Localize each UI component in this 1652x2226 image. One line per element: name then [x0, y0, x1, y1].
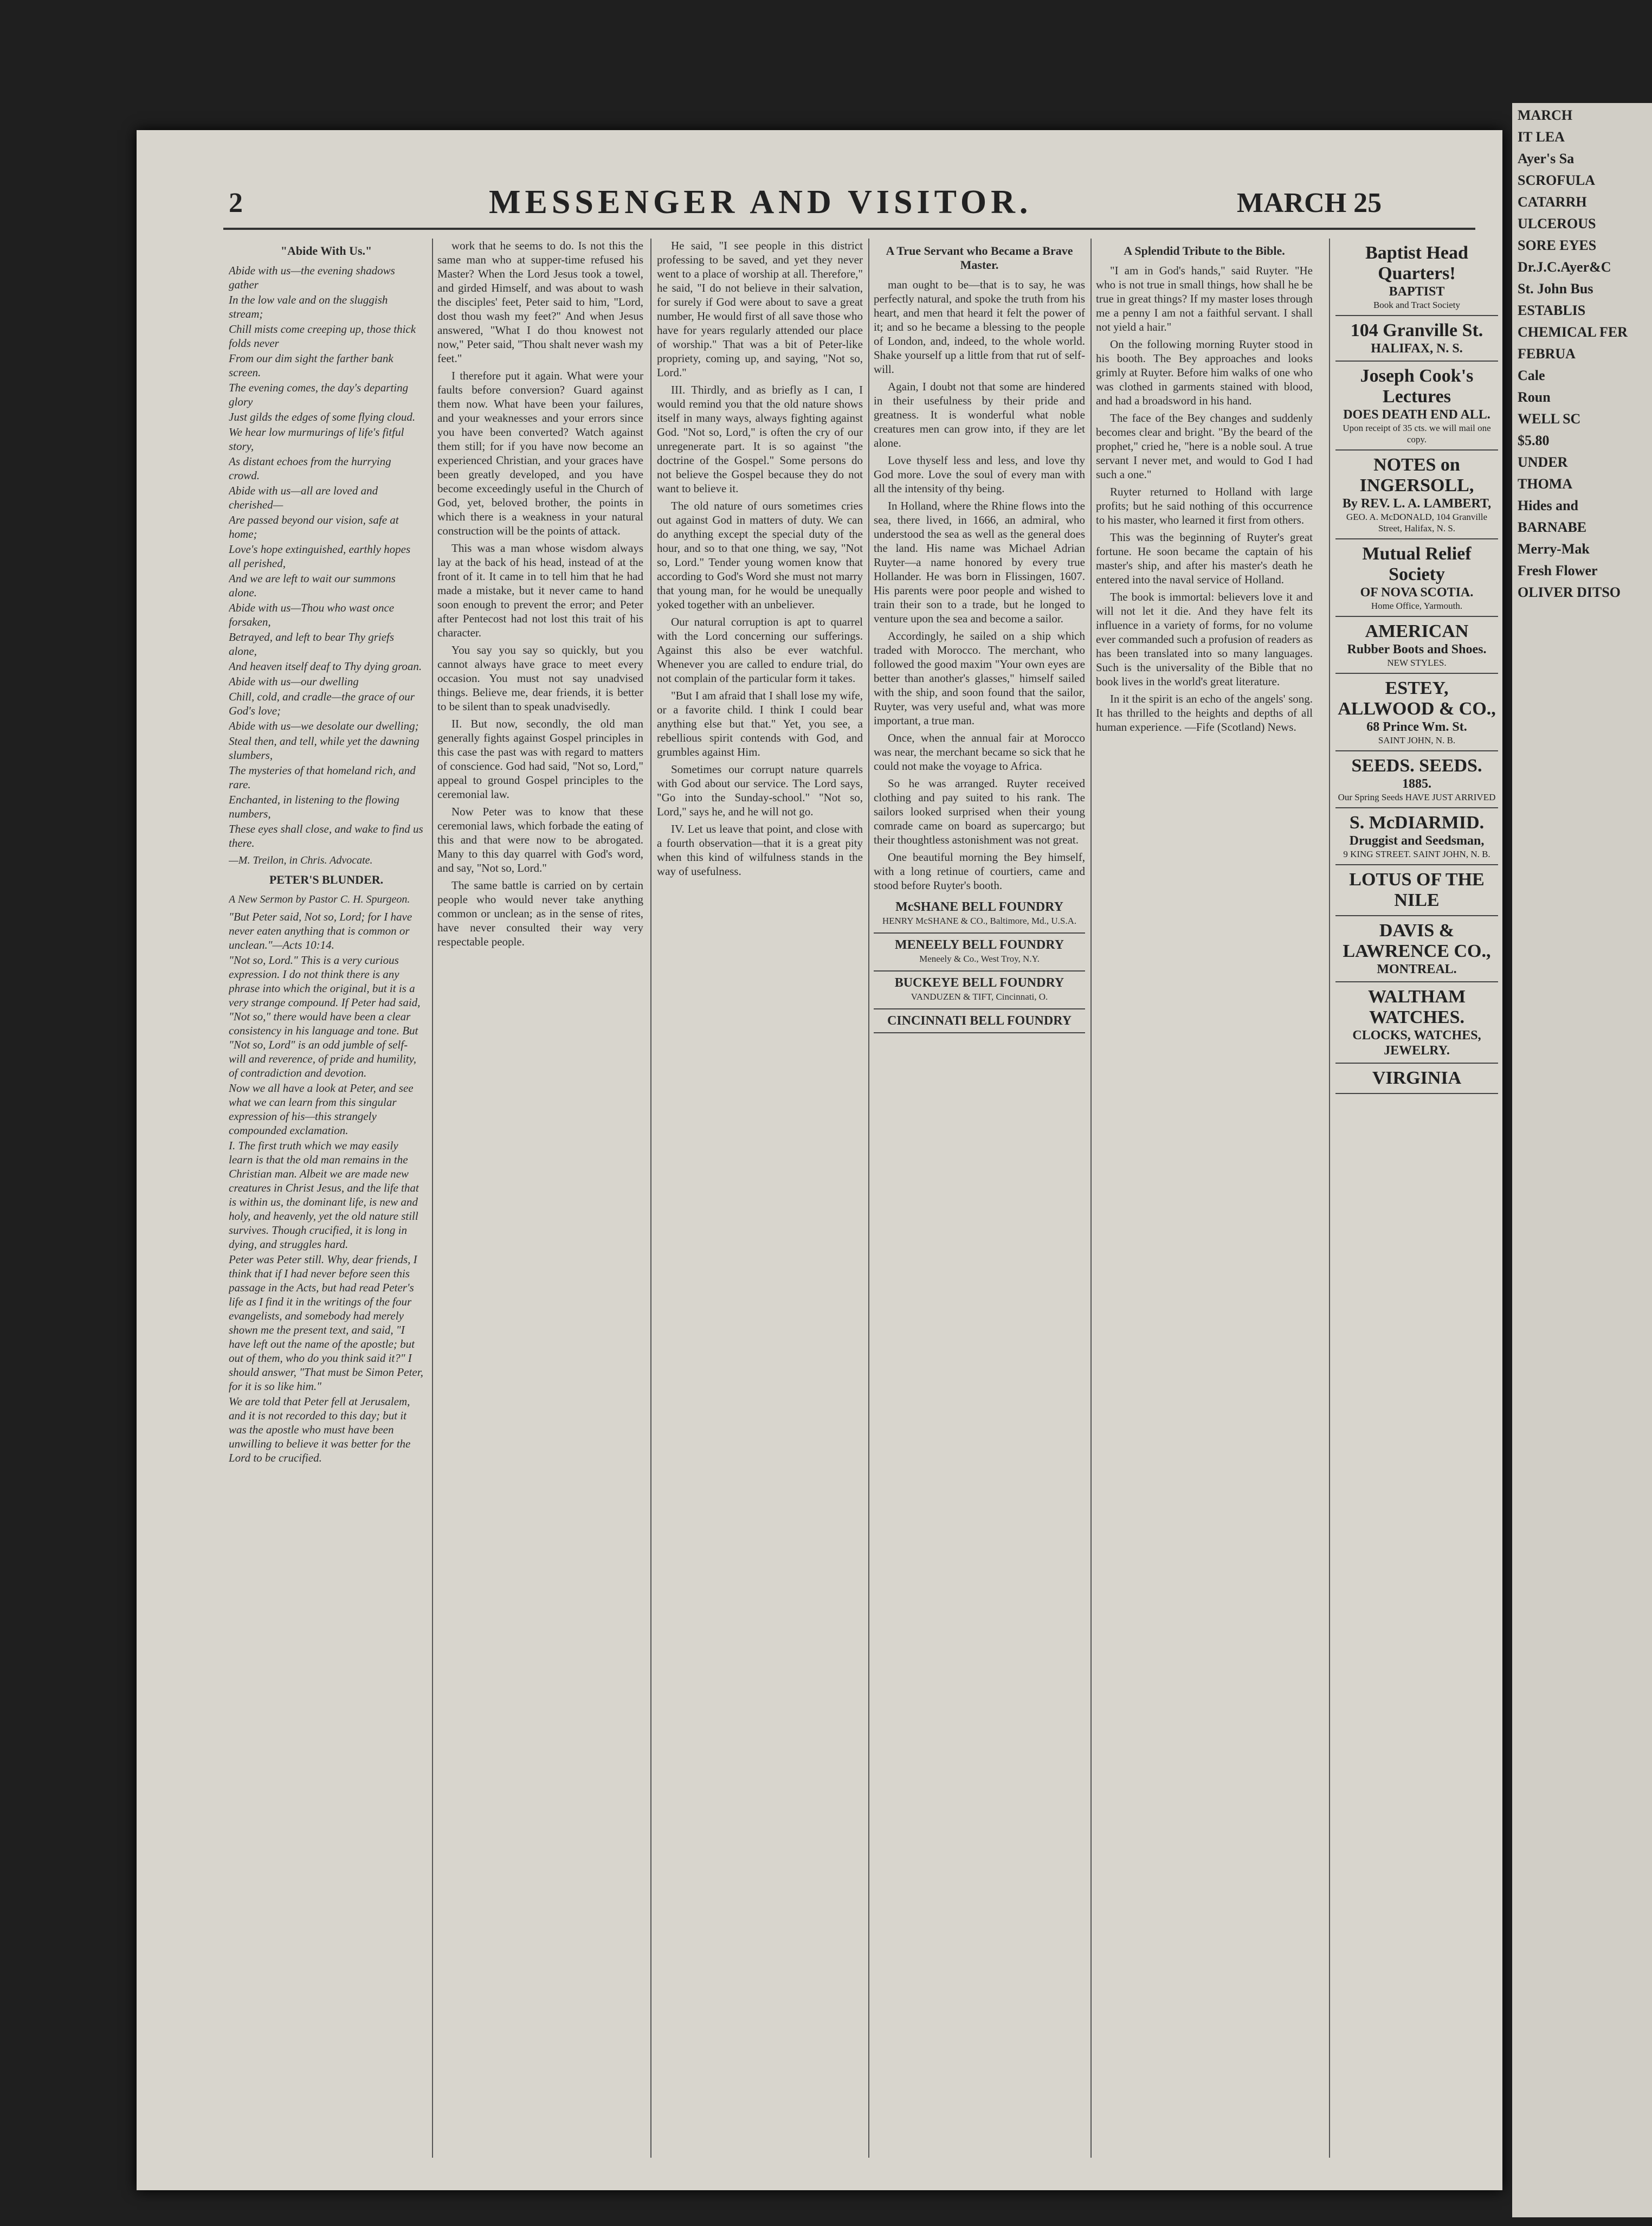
article-paragraph: Sometimes our corrupt nature quarrels with God about our service. The Lord says, "Go into the Sunday-school." "Not so, Lord," says he, and he will not go. — [657, 763, 863, 818]
ad-text-sm: 9 KING STREET. SAINT JOHN, N. B. — [1343, 849, 1490, 859]
article-paragraph: "I am in God's hands," said Ruyter. "He who is not true in small things, how shall he be true in great things? If my master loses through me a penny I am not a faithful servant. I shall not yield a hair." — [1096, 264, 1313, 333]
poem-line: Love's hope extinguished, earthly hopes all perished, — [229, 543, 411, 570]
poem-line: And heaven itself deaf to Thy dying groan. — [229, 660, 422, 673]
ad-title: McSHANE BELL FOUNDRY — [895, 900, 1063, 914]
ad-text-med: MONTREAL. — [1377, 962, 1457, 976]
article-paragraph: So he was arranged. Ruyter received clothing and pay suited to his rank. The sailors looked surprised when their young comrade came on board as supercargo; but their thoughtless astonishment was not great. — [874, 777, 1085, 846]
adjacent-heading: Ayer's Sa — [1518, 151, 1574, 166]
poem-line: These eyes shall close, and wake to find us there. — [229, 822, 423, 850]
ad-text-big: Baptist Head Quarters! — [1365, 243, 1468, 284]
article-paragraph: IV. Let us leave that point, and close with a fourth observation—that it is a great pity when this kind of wilfulness stands in the way of usefulness. — [657, 822, 863, 878]
ad-text-med: 68 Prince Wm. St. — [1366, 720, 1467, 734]
ad-text-big: 104 Granville St. — [1350, 320, 1483, 340]
article-headline: A Splendid Tribute to the Bible. — [1124, 244, 1285, 258]
ad-text-big: NOTES on INGERSOLL, — [1359, 455, 1474, 496]
poem-line: And we are left to wait our summons alone. — [229, 572, 396, 599]
article-byline: A New Sermon by Pastor C. H. Spurgeon. — [229, 893, 410, 905]
advertisement — [1335, 362, 1498, 451]
article-paragraph: Ruyter returned to Holland with large profits; but he said nothing of this occurrence to his master, who learned it first from others. — [1096, 485, 1313, 526]
article-paragraph: man ought to be—that is to say, he was perfectly natural, and spoke the truth from his heart, and men that heard it felt the power of it; and so he became a blessing to the people of London, and, indeed, to the whole world. Shake yourself up a little from that rut of self-will. — [874, 278, 1085, 376]
ad-text-sm: Upon receipt of 35 cts. we will mail one copy. — [1343, 423, 1491, 445]
adjacent-heading: SORE EYES — [1518, 237, 1597, 253]
column-divider — [650, 239, 651, 2158]
poem-line: Abide with us—Thou who wast once forsaken, — [229, 601, 395, 628]
ad-text-sm: Home Office, Yarmouth. — [1371, 601, 1463, 611]
ad-subtext: HENRY McSHANE & CO., Baltimore, Md., U.S.A. — [882, 916, 1077, 926]
ad-text-sm: NEW STYLES. — [1387, 658, 1447, 668]
advertisement — [1335, 617, 1498, 674]
advertisements-column — [1329, 239, 1498, 2158]
ad-text-big: SEEDS. SEEDS. — [1351, 756, 1482, 776]
article-paragraph: Again, I doubt not that some are hindered in their usefulness by their pride and greatness. It is wonderful what noble creatures men can grow into, if they are let alone. — [874, 380, 1085, 449]
adjacent-heading: Fresh Flower — [1518, 563, 1598, 578]
article-paragraph: "But I am afraid that I shall lose my wife, or a favorite child. I think I could bear anything else but that." Yet, you see, a rebellious spirit contends with God, and grumbles against Him. — [657, 689, 863, 758]
poem-line: Are passed beyond our vision, safe at home; — [229, 513, 399, 541]
advertisement — [1335, 808, 1498, 865]
poem-line: As distant echoes from the hurrying crowd. — [229, 455, 391, 482]
poem-line: Enchanted, in listening to the flowing numbers, — [229, 793, 399, 820]
adjacent-page-headings — [1518, 103, 1648, 605]
adjacent-heading: ULCEROUS — [1518, 216, 1596, 231]
article-paragraph: Once, when the annual fair at Morocco was near, the merchant became so sick that he could not make the voyage to Africa. — [874, 731, 1085, 773]
adjacent-heading: CATARRH — [1518, 194, 1587, 210]
article-peters-blunder — [229, 873, 424, 1465]
poem-line: From our dim sight the farther bank screen. — [229, 352, 393, 379]
article-headline: A True Servant who Became a Brave Master. — [886, 244, 1073, 272]
article-paragraph: work that he seems to do. Is not this the same man who at supper-time refused his Master? When the Lord Jesus took a towel, and girded Himself, and was about to wash the disciples' feet, Peter said to him, "Lord, dost thou wash my feet?" And when Jesus answered, "What I do thou knowest not now," Peter said, "Thou shalt never wash my feet." — [437, 239, 643, 365]
advertisement — [1335, 916, 1498, 982]
ad-text-med: CLOCKS, WATCHES, JEWELRY. — [1352, 1028, 1481, 1058]
ad-title: MENEELY BELL FOUNDRY — [894, 938, 1064, 952]
advertisement — [1335, 982, 1498, 1064]
poem-credit: —M. Treilon, in Chris. Advocate. — [229, 854, 373, 866]
ad-text-med: Rubber Boots and Shoes. — [1347, 642, 1487, 657]
poem-lines — [229, 263, 424, 850]
advertisement — [1335, 865, 1498, 916]
article-paragraph: I. The first truth which we may easily learn is that the old man remains in the Christian man. Albeit we are made new creatures in Christ Jesus, and the life that is within us, the dominant life, is new and holy, and heavenly, yet the old nature still survives. Though crucified, it is long in dying, and struggles hard. — [229, 1139, 419, 1251]
column-4 — [874, 239, 1085, 2158]
bell-foundry-ad — [874, 1009, 1085, 1033]
adjacent-heading: ESTABLIS — [1518, 303, 1586, 318]
column-5 — [1096, 239, 1313, 2158]
article-paragraph: III. Thirdly, and as briefly as I can, I would remind you that the old nature shows itself in many ways, always fighting against God. "Not so, Lord," is often the cry of our unregenerate part. It is so against "the doctrine of the Gospel." Some persons do not believe the Gospel because they do not want to believe it. — [657, 383, 863, 495]
adjacent-heading: Hides and — [1518, 498, 1578, 513]
bell-foundry-ad — [874, 972, 1085, 1009]
ad-text-big: LOTUS OF THE NILE — [1349, 870, 1485, 910]
poem-line: Just gilds the edges of some flying cloud. — [229, 410, 416, 423]
article-paragraph: II. But now, secondly, the old man generally fights against Gospel principles in this case the past was with regard to matters of conscience. God had said, "Not so, Lord," appeal to ground Gospel principles to the ceremonial law. — [437, 717, 643, 801]
masthead-title: MESSENGER AND VISITOR. — [489, 184, 1032, 221]
ad-text-big: Joseph Cook's Lectures — [1360, 366, 1474, 407]
ad-subtext: Meneely & Co., West Troy, N.Y. — [919, 954, 1040, 964]
article-paragraph: Our natural corruption is apt to quarrel with the Lord concerning our sufferings. Against this also be ever watchful. Whenever you are called to endure trial, do not complain of the particular form it takes. — [657, 615, 863, 685]
poem-title: "Abide With Us." — [280, 244, 372, 258]
adjacent-heading: WELL SC — [1518, 411, 1581, 427]
article-paragraph: Peter was Peter still. Why, dear friends, I think that if I had never before seen this passage in the Acts, but had read Peter's life as I find it in the writings of the four evangelists, and somebody had merely shown me the present text, and said, "I have left out the name of the apostle; but out of them, who do you think said it?" I should answer, "That must be Simon Peter, for it is so like him." — [229, 1253, 423, 1393]
article-paragraph: "Not so, Lord." This is a very curious expression. I do not think there is any phrase into which the original, but it is a very strange compound. If Peter had said, "Not so," there would have been a clear consistency in his language and tone. But "Not so, Lord" is an odd jumble of self-will and reverence, of pride and humility, of contradiction and devotion. — [229, 954, 421, 1079]
poem-line: Abide with us—all are loved and cherished— — [229, 484, 378, 511]
issue-date: MARCH 25 — [1237, 188, 1382, 218]
article-paragraph: He said, "I see people in this district professing to be saved, and yet they never went to a place of worship at all. Therefore," he said, "I do not believe in their salvation, for surely if God were about to save a great number, He would first of all save those who have for years regularly attended our place of worship." That was a bit of Peter-like propriety, coming up, and saying, "Not so, Lord." — [657, 239, 863, 379]
ad-text-big: ESTEY, ALLWOOD & CO., — [1338, 678, 1496, 719]
ad-title: CINCINNATI BELL FOUNDRY — [887, 1014, 1072, 1028]
ad-text-med: BAPTIST — [1389, 285, 1445, 299]
article-paragraph: The book is immortal: believers love it and will not let it die. And they have felt its influence in a variety of forms, for no volume ever commanded such a profusion of readers as has been translated into so many languages. Such is the universality of the Bible that no book lives in the world's great literature. — [1096, 590, 1313, 688]
article-paragraph: Accordingly, he sailed on a ship which traded with Morocco. The merchant, who followed the good maxim "Your own eyes are better than another's glasses," himself sailed with the ship, and soon found that the sailor, Ruyter, was very useful and, what was more important, a true man. — [874, 629, 1085, 727]
bell-foundry-ad — [874, 896, 1085, 934]
adjacent-page-fragment — [1512, 103, 1652, 2217]
ad-text-med: HALIFAX, N. S. — [1371, 342, 1463, 356]
poem-line: Chill, cold, and cradle—the grace of our God's love; — [229, 690, 415, 717]
article-paragraph: We are told that Peter fell at Jerusalem, and it is not recorded to this day; but it was the apostle who must have been unwilling to believe it was better for the Lord to be crucified. — [229, 1395, 411, 1464]
advertisement — [1335, 674, 1498, 751]
ad-text-big: DAVIS & LAWRENCE CO., — [1343, 921, 1491, 961]
adjacent-heading: OLIVER DITSO — [1518, 584, 1621, 600]
article-paragraph: This was a man whose wisdom always lay at the back of his head, instead of at the front of it. It came in to tell him that he had made a mistake, but it never came to hand soon enough to prevent the error; and Peter after Pentecost had not lost this trait of his character. — [437, 542, 643, 639]
adjacent-heading: MARCH — [1518, 107, 1573, 123]
ad-text-sm: Our Spring Seeds HAVE JUST ARRIVED — [1338, 792, 1496, 802]
ad-text-big: WALTHAM WATCHES. — [1367, 987, 1466, 1027]
adjacent-heading: Cale — [1518, 368, 1545, 383]
ad-text-big: S. McDIARMID. — [1349, 813, 1485, 833]
adjacent-heading: $5.80 — [1518, 433, 1550, 448]
article-paragraph: In Holland, where the Rhine flows into the sea, there lived, in 1666, an admiral, who understood the sea as well as the general does the land. His name was Michael Adrian Ruyter—a name honored by every true Hollander. He was born in Flissingen, 1607. His parents were poor people and wished to train their son to a trade, but he longed to venture upon the sea and become a sailor. — [874, 499, 1085, 625]
ad-text-big: Mutual Relief Society — [1362, 544, 1472, 584]
column-1 — [229, 239, 424, 2158]
article-paragraph: Love thyself less and less, and love thy God more. Love the soul of every man with all the intensity of thy being. — [874, 454, 1085, 495]
column-divider — [432, 239, 433, 2158]
article-paragraph: You say you say so quickly, but you cannot always have grace to meet every occasion. You must not say unadvised things. Believe me, dear friends, it is better to be silent than to speak unadvisedly. — [437, 644, 643, 713]
article-paragraph: In it the spirit is an echo of the angels' song. It has thrilled to the heights and depths of all human experience. —Fife (Scotland) News. — [1096, 692, 1313, 734]
article-paragraph: The face of the Bey changes and suddenly becomes clear and bright. "By the beard of the prophet," cried he, "here is a noble soul. A true servant I never met, and would to God I had such a one." — [1096, 411, 1313, 481]
poem-line: The evening comes, the day's departing glory — [229, 381, 409, 408]
adjacent-heading: THOMA — [1518, 476, 1573, 492]
column-3 — [657, 239, 863, 2158]
adjacent-heading: CHEMICAL FER — [1518, 324, 1628, 340]
ad-text-med: 1885. — [1402, 777, 1431, 791]
ad-text-med: DOES DEATH END ALL. — [1343, 408, 1490, 422]
ad-text-sm: Book and Tract Society — [1373, 300, 1461, 310]
poem-line: Abide with us—the evening shadows gather — [229, 264, 395, 291]
ad-text-med: Druggist and Seedsman, — [1349, 834, 1485, 848]
article-paragraph: "But Peter said, Not so, Lord; for I have never eaten anything that is common or unclean."—Acts 10:14. — [229, 910, 412, 951]
article-paragraph: Now Peter was to know that these ceremonial laws, which forbade the eating of this and that were now to be abrogated. Many to this day quarrel with God's word, and say, "Not so, Lord." — [437, 805, 643, 874]
adjacent-heading: UNDER — [1518, 454, 1568, 470]
adjacent-heading: Merry-Mak — [1518, 541, 1590, 557]
ad-subtext: VANDUZEN & TIFT, Cincinnati, O. — [911, 992, 1048, 1002]
column-divider — [868, 239, 869, 2158]
advertisement — [1335, 239, 1498, 316]
column-divider — [1090, 239, 1092, 2158]
advertisement — [1335, 1064, 1498, 1094]
article-sermon-continued — [437, 239, 643, 949]
newspaper-page — [137, 130, 1502, 2190]
poem-line: Betrayed, and left to bear Thy griefs alone, — [229, 631, 395, 658]
poem-line: The mysteries of that homeland rich, and rare. — [229, 764, 416, 791]
ad-text-med: By REV. L. A. LAMBERT, — [1342, 497, 1492, 511]
adjacent-heading: St. John Bus — [1518, 281, 1593, 297]
bell-foundry-ad — [874, 934, 1085, 972]
article-paragraph: I therefore put it again. What were your faults before conversion? Guard against them now. What have been your failures, and your weaknesses and your errors since you have been converted? Watch against them still; for if you have now become an experienced Christian, and your graces have been greatly developed, and you have become exceedingly useful in the Church of God, yet, beloved brother, the points in which there is a weakness in your natural construction will be the points of attack. — [437, 369, 643, 537]
article-sermon-continued-2 — [657, 239, 863, 878]
ad-text-sm: SAINT JOHN, N. B. — [1378, 735, 1456, 745]
poem-line: Abide with us—our dwelling — [229, 675, 359, 688]
article-paragraph: The same battle is carried on by certain people who would never take anything common or unclean; as in the sense of rites, have never consulted their way very respectable people. — [437, 879, 643, 948]
poem-line: We hear low murmurings of life's fitful story, — [229, 426, 404, 453]
masthead-rule — [223, 228, 1475, 230]
poem-line: Abide with us—we desolate our dwelling; — [229, 719, 419, 732]
article-paragraph: Now we all have a look at Peter, and see what we can learn from this singular expression of his—this strangely compounded exclamation. — [229, 1082, 414, 1137]
adjacent-heading: BARNABE — [1518, 519, 1587, 535]
ad-title: BUCKEYE BELL FOUNDRY — [894, 976, 1064, 990]
advertisement — [1335, 316, 1498, 362]
article-paragraph: This was the beginning of Ruyter's great fortune. He soon became the captain of his master's ship, and after his master's death he entered into the naval service of Holland. — [1096, 531, 1313, 586]
ad-text-big: AMERICAN — [1365, 621, 1469, 641]
adjacent-heading: SCROFULA — [1518, 172, 1596, 188]
article-bible-tribute — [1096, 244, 1313, 734]
article-paragraph: One beautiful morning the Bey himself, with a long retinue of courtiers, came and stood before Ruyter's booth. — [874, 851, 1085, 892]
poem-line: Steal then, and tell, while yet the dawning slumbers, — [229, 735, 420, 762]
adjacent-heading: Roun — [1518, 389, 1551, 405]
page-number: 2 — [229, 188, 243, 218]
advertisement — [1335, 751, 1498, 808]
article-true-servant — [874, 244, 1085, 1033]
article-paragraph: On the following morning Ruyter stood in his booth. The Bey approaches and looks grimly at Ruyter. Before him walks of one who was clothed in garments stained with blood, and had a broadsword in his hand. — [1096, 338, 1313, 407]
advertisement — [1335, 451, 1498, 539]
ad-text-sm: GEO. A. McDONALD, 104 Granville Street, Halifax, N. S. — [1346, 512, 1488, 533]
advertisement — [1335, 539, 1498, 617]
adjacent-heading: FEBRUA — [1518, 346, 1576, 362]
article-paragraph: The old nature of ours sometimes cries out against God in matters of duty. We can do anything except the special duty of the hour, and so to that one thing, we say, "Not so, Lord." Tender young women know that according to God's Word she must not marry that young man, for he would be unequally yoked together with an unbeliever. — [657, 499, 863, 611]
column-2 — [437, 239, 643, 2158]
article-headline: PETER'S BLUNDER. — [269, 873, 384, 886]
ad-text-med: OF NOVA SCOTIA. — [1360, 586, 1474, 600]
ad-text-big: VIRGINIA — [1372, 1068, 1462, 1088]
adjacent-heading: Dr.J.C.Ayer&C — [1518, 259, 1611, 275]
poem-line: In the low vale and on the sluggish stream; — [229, 293, 388, 320]
poem-line: Chill mists come creeping up, those thick folds never — [229, 323, 416, 350]
adjacent-heading: IT LEA — [1518, 129, 1565, 145]
